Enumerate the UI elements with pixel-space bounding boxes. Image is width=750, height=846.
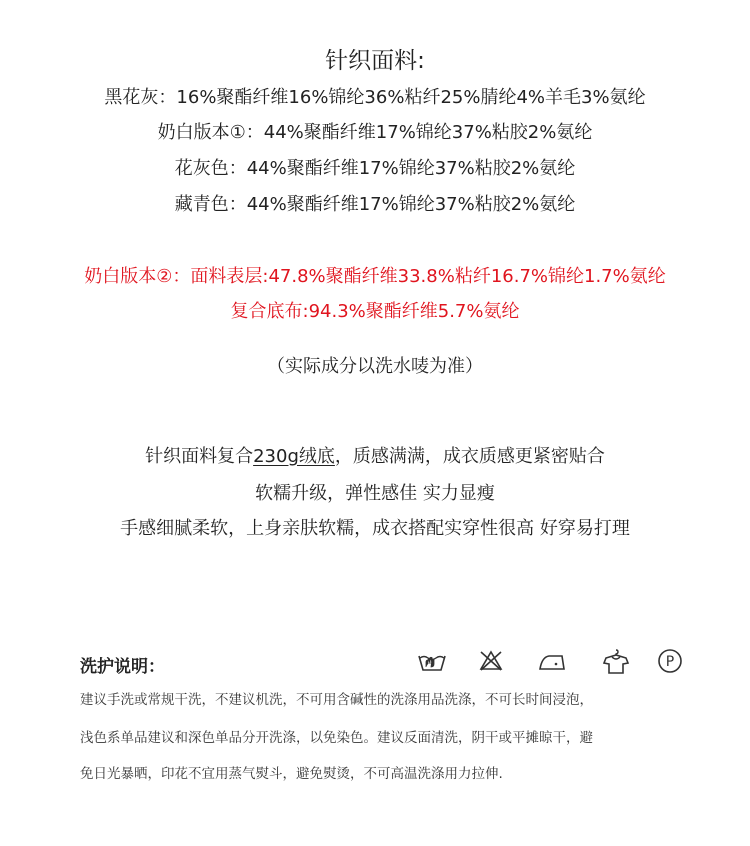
dry-clean-p-icon (657, 648, 683, 674)
care-icons (417, 648, 687, 676)
composition-line-heather: 花灰色：44%聚酯纤维17%锦纶37%粘胶2%氨纶 (174, 158, 576, 179)
dry-clean-letter: P (665, 654, 675, 670)
iron-icon (537, 648, 567, 674)
feature-line-3: 手感细腻柔软，上身亲肤软糯，成衣搭配实穿性很高 好穿易打理 (120, 518, 630, 539)
care-text-line-1: 建议手洗或常规干洗，不建议机洗，不可用含碱性的洗涤用品洗涤，不可长时间浸泡， (80, 692, 593, 708)
composition-title: 针织面料: (325, 48, 425, 74)
feature-line-1-suffix: ，质感满满，成衣质感更紧密贴合 (334, 446, 605, 467)
composition-note: （实际成分以洗水唛为准） (267, 356, 483, 377)
hand-wash-icon (417, 648, 447, 674)
feature-line-1 (0, 442, 750, 468)
care-title: 洗护说明： (80, 657, 165, 677)
composition-line-navy: 藏青色：44%聚酯纤维17%锦纶37%粘胶2%氨纶 (174, 194, 576, 215)
composition-line-backing: 复合底布:94.3%聚酯纤维5.7%氨纶 (230, 301, 520, 322)
no-bleach-icon (478, 648, 504, 674)
hang-dry-icon (602, 648, 630, 676)
feature-weight-highlight: 230g绒底 (253, 446, 335, 467)
care-text-line-2: 浅色系单品建议和深色单品分开洗涤，以免染色。建议反面清洗，阴干或平摊晾干，避 (80, 730, 593, 746)
composition-line-cream-v1: 奶白版本①：44%聚酯纤维17%锦纶37%粘胶2%氨纶 (157, 122, 593, 143)
composition-line-heather-grey: 黑花灰：16%聚酯纤维16%锦纶36%粘纤25%腈纶4%羊毛3%氨纶 (104, 87, 646, 108)
care-text-line-3: 免日光暴晒，印花不宜用蒸气熨斗，避免熨烫，不可高温洗涤用力拉伸. (80, 766, 503, 782)
composition-line-cream-v2: 奶白版本②：面料表层:47.8%聚酯纤维33.8%粘纤16.7%锦纶1.7%氨纶 (84, 266, 666, 287)
feature-line-1-prefix: 针织面料复合 (145, 446, 254, 467)
feature-line-2: 软糯升级，弹性感佳 实力显瘦 (255, 483, 495, 504)
